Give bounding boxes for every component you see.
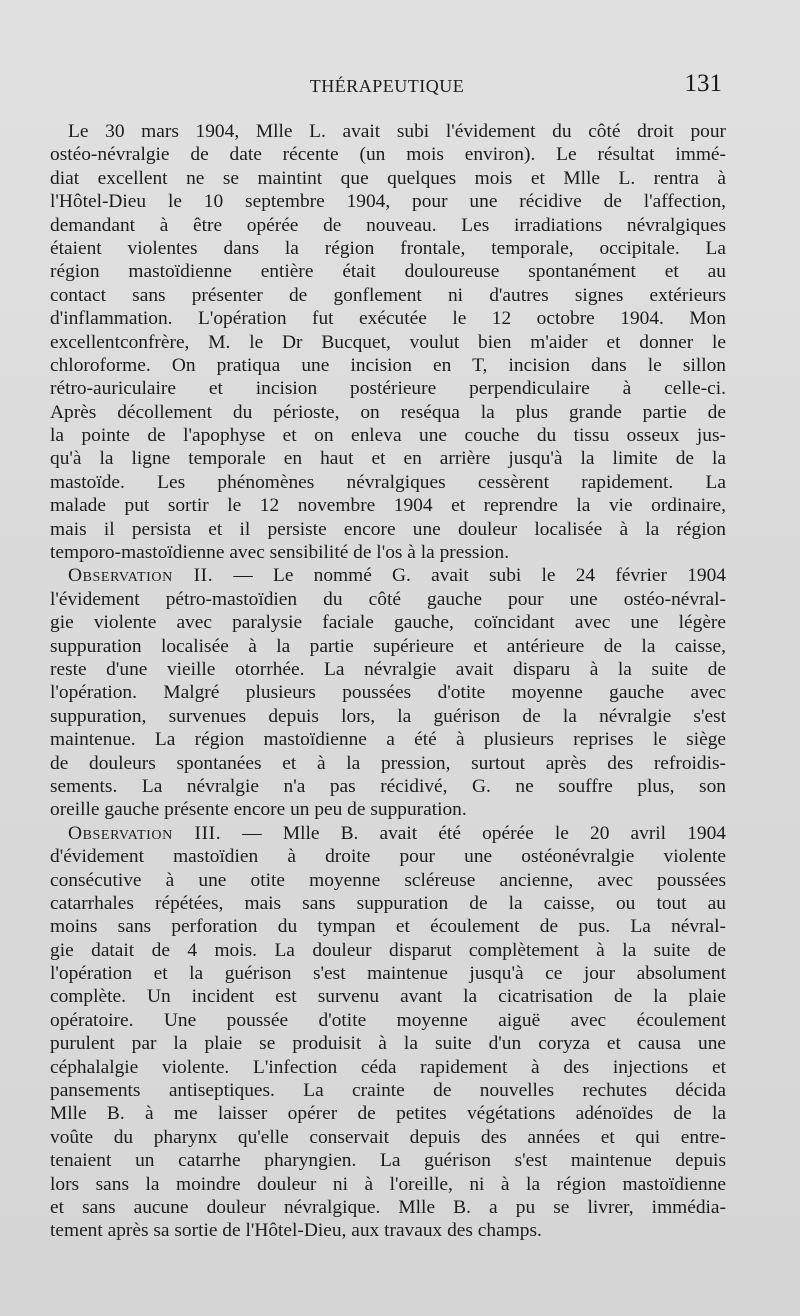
page-header (52, 70, 722, 104)
observation-text: — Mlle B. avait été opérée le 20 avril 1904 (221, 822, 726, 844)
text-line: céphalalgie violente. L'infection céda rapidement à des injections et (50, 1056, 726, 1078)
text-line: Le 30 mars 1904, Mlle L. avait subi l'évidement du côté droit pour (68, 121, 726, 142)
observation-heading: Observation II. (68, 565, 214, 587)
text-line: pansements antiseptiques. La crainte de nouvelles rechutes décida (50, 1080, 726, 1102)
text-line: l'évidement pétro-mastoïdien du côté gauche pour une ostéo-névral- (50, 588, 726, 610)
text-line: maintenue. La région mastoïdienne a été à plusieurs reprises le siège (50, 729, 726, 751)
text-line: chloroforme. On pratiqua une incision en T, incision dans le sillon (50, 354, 726, 376)
text-line: gie violente avec paralysie faciale gauche, coïncidant avec une légère (50, 612, 726, 634)
text-line: et sans aucune douleur névralgique. Mlle B. a pu se livrer, immédia- (50, 1196, 726, 1218)
text-line: ostéo-névralgie de date récente (un mois environ). Le résultat immé- (50, 144, 726, 166)
text-line: sements. La névralgie n'a pas récidivé, G. ne souffre plus, son (50, 775, 726, 797)
observation-text: — Le nommé G. avait subi le 24 février 1904 (213, 565, 726, 587)
text-line: reste d'une vieille otorrhée. La névralgie avait disparu à la suite de (50, 658, 726, 680)
text-line: l'Hôtel-Dieu le 10 septembre 1904, pour une récidive de l'affection, (50, 191, 726, 213)
text-line: Après décollement du périoste, on reséqua la plus grande partie de (50, 401, 726, 423)
text-line: malade put sortir le 12 novembre 1904 et reprendre la vie ordinaire, (50, 495, 726, 517)
text-line: rétro-auriculaire et incision postérieure perpendiculaire à celle-ci. (50, 378, 726, 400)
text-line (50, 822, 726, 845)
page-number: 131 (684, 70, 722, 97)
text-line (50, 564, 726, 587)
text-line: mais il persista et il persiste encore une douleur localisée à la région (50, 518, 726, 540)
text-line: temporo-mastoïdienne avec sensibilité de l'os à la pression. (50, 542, 510, 564)
text-line: complète. Un incident est survenu avant la cicatrisation de la plaie (50, 986, 726, 1008)
text-line: voûte du pharynx qu'elle conservait depuis des années et qui entre- (50, 1126, 726, 1148)
text-line: mastoïde. Les phénomènes névralgiques cessèrent rapidement. La (50, 471, 726, 493)
paragraph-1 (50, 120, 726, 564)
text-line: gie datait de 4 mois. La douleur disparut complètement à la suite de (50, 939, 726, 961)
text-line: moins sans perforation du tympan et écoulement de pus. La névral- (50, 916, 726, 938)
text-line: d'inflammation. L'opération fut exécutée le 12 octobre 1904. Mon (50, 308, 726, 330)
observation-iii (50, 822, 726, 1243)
text-line: tenaient un catarrhe pharyngien. La guérison s'est maintenue depuis (50, 1150, 726, 1172)
text-line: l'opération. Malgré plusieurs poussées d'otite moyenne gauche avec (50, 682, 726, 704)
running-head: THÉRAPEUTIQUE (309, 76, 465, 96)
text-line: l'opération et la guérison s'est maintenue jusqu'à ce jour absolument (50, 963, 726, 985)
body-text (50, 120, 726, 1243)
text-line: demandant à être opérée de nouveau. Les irradiations névralgiques (50, 214, 726, 236)
text-line: région mastoïdienne entière était douloureuse spontanément et au (50, 261, 726, 283)
text-line: tement après sa sortie de l'Hôtel-Dieu, aux travaux des champs. (50, 1220, 542, 1242)
text-line: diat excellent ne se maintint que quelques mois et Mlle L. rentra à (50, 167, 726, 189)
text-line: suppuration localisée à la partie supérieure et antérieure de la caisse, (50, 635, 726, 657)
text-line: qu'à la ligne temporale en haut et en arrière jusqu'à la limite de la (50, 448, 726, 470)
text-line: contact sans présenter de gonflement ni d'autres signes extérieurs (50, 284, 726, 306)
text-line: oreille gauche présente encore un peu de suppuration. (50, 799, 467, 821)
text-line: suppuration, survenues depuis lors, la guérison de la névralgie s'est (50, 705, 726, 727)
text-line: d'évidement mastoïdien à droite pour une ostéonévralgie violente (50, 846, 726, 868)
text-line: purulent par la plaie se produisit à la suite d'un coryza et causa une (50, 1033, 726, 1055)
text-line: catarrhales répétées, mais sans suppuration de la caisse, ou tout au (50, 892, 726, 914)
observation-ii (50, 564, 726, 821)
text-line: consécutive à une otite moyenne scléreuse ancienne, avec poussées (50, 869, 726, 891)
observation-heading: Observation III. (68, 822, 222, 844)
text-line: la pointe de l'apophyse et on enleva une couche du tissu osseux jus- (50, 425, 726, 447)
text-line: étaient violentes dans la région frontale, temporale, occipitale. La (50, 237, 726, 259)
text-line: Mlle B. à me laisser opérer de petites végétations adénoïdes de la (50, 1103, 726, 1125)
text-line: de douleurs spontanées et à la pression, surtout après des refroidis- (50, 752, 726, 774)
text-line: excellentconfrère, M. le Dr Bucquet, voulut bien m'aider et donner le (50, 331, 726, 353)
text-line: lors sans la moindre douleur ni à l'oreille, ni à la région mastoïdienne (50, 1173, 726, 1195)
text-line: opératoire. Une poussée d'otite moyenne aiguë avec écoulement (50, 1009, 726, 1031)
